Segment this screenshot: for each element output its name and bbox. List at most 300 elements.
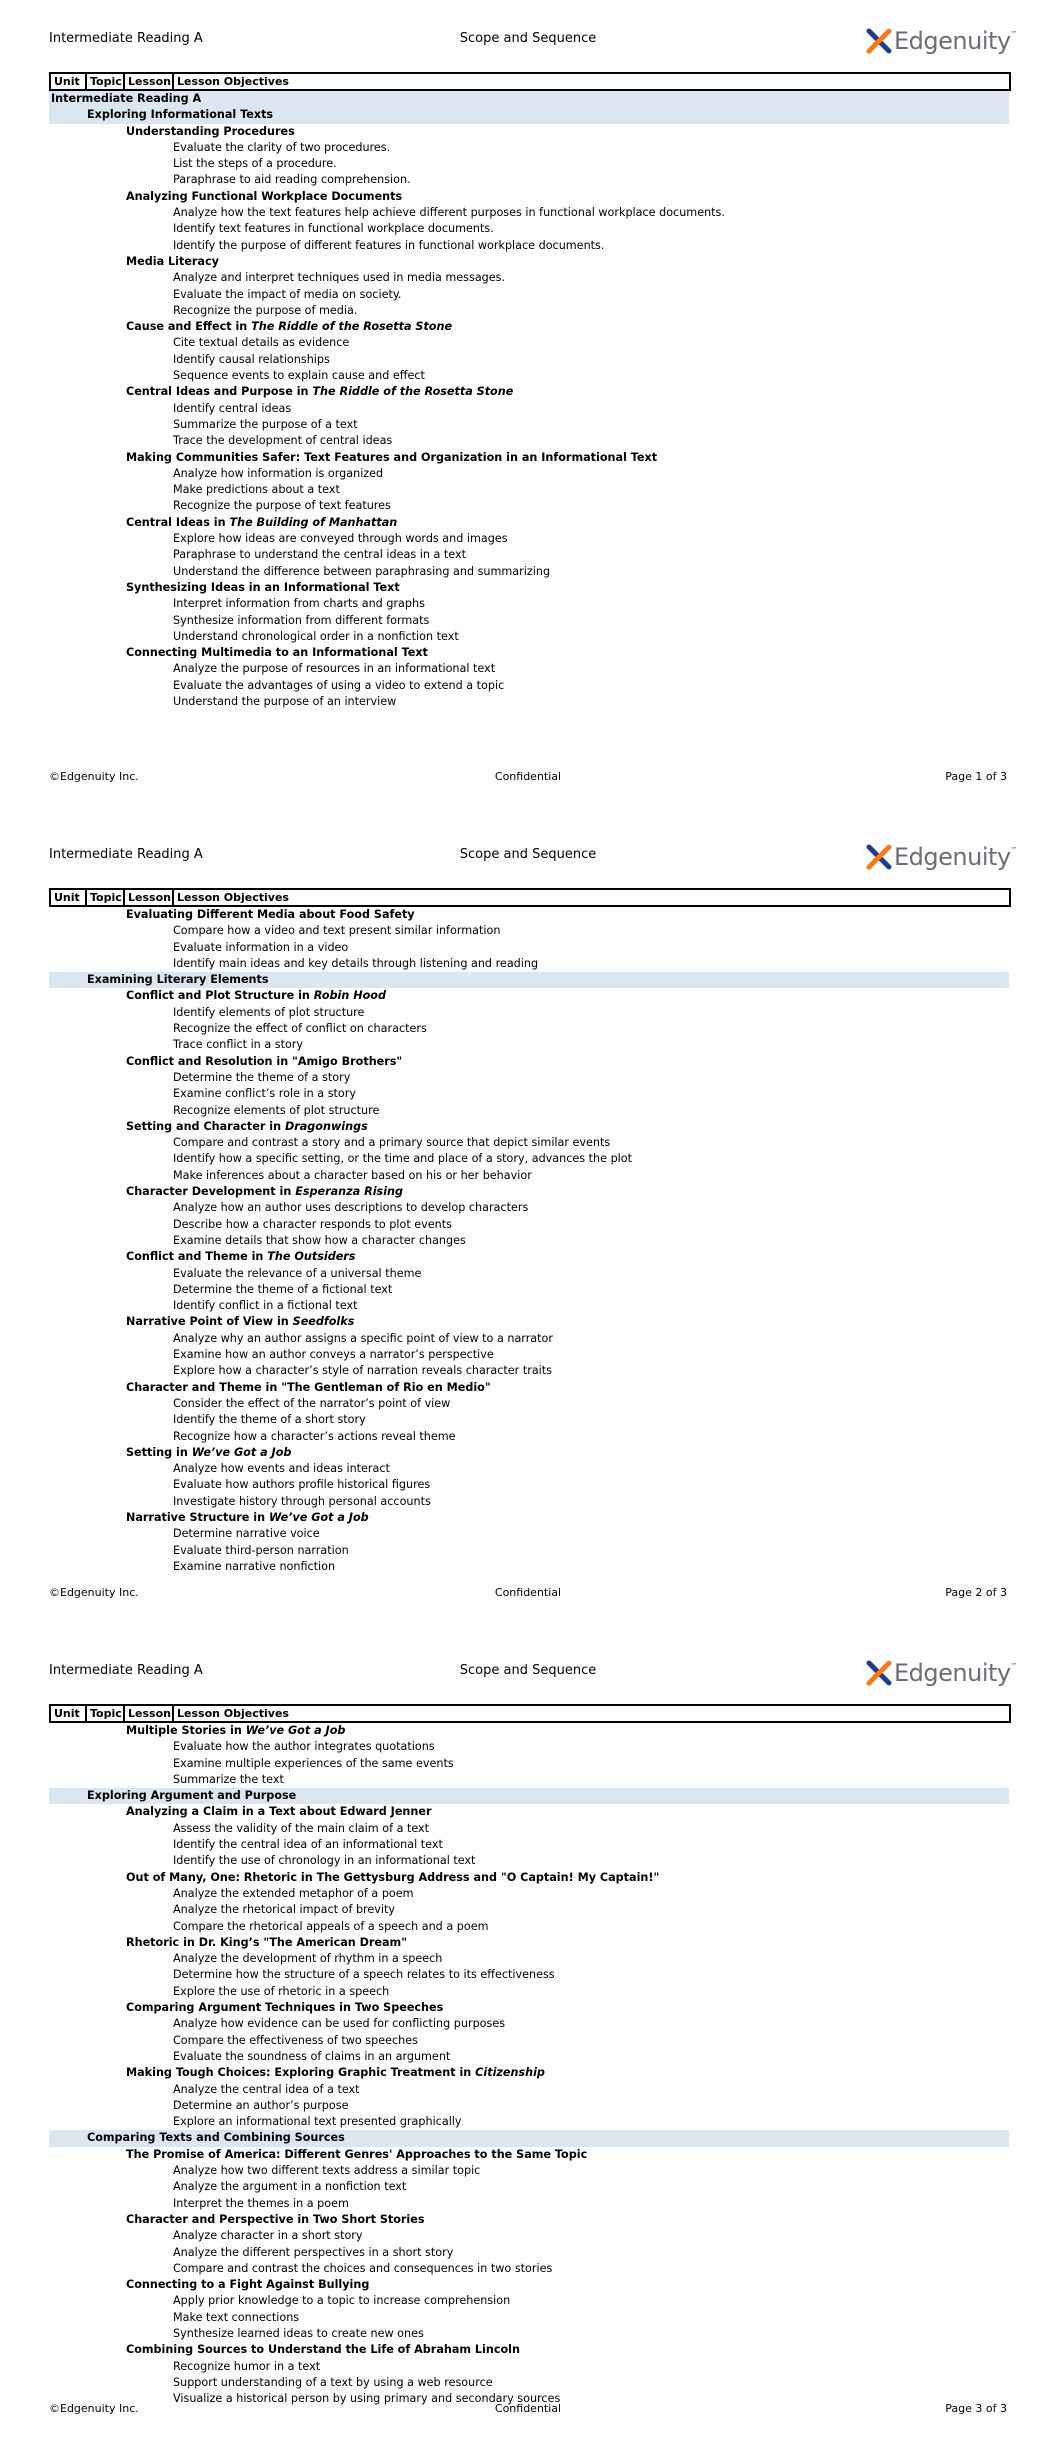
scope-sequence-rows bbox=[49, 91, 1009, 710]
objective-text: Evaluate the soundness of claims in an argument bbox=[173, 2049, 451, 2063]
objective-text: Evaluate the advantages of using a video to extend a topic bbox=[173, 678, 505, 692]
objective-text: Analyze why an author assigns a specific point of view to a narrator bbox=[173, 1331, 553, 1345]
objective-row bbox=[49, 1886, 1009, 1902]
objective-text: Examine how an author conveys a narrator’s perspective bbox=[173, 1348, 494, 1362]
objective-row bbox=[49, 335, 1009, 351]
lesson-row bbox=[49, 580, 1009, 596]
objective-text: Identify central ideas bbox=[173, 401, 292, 415]
objective-row bbox=[49, 401, 1009, 417]
work-title: We’ve Got a Job bbox=[268, 1510, 369, 1524]
objective-text: Analyze character in a short story bbox=[173, 2229, 363, 2243]
topic-row bbox=[49, 2130, 1009, 2146]
objective-text: Analyze the central idea of a text bbox=[173, 2082, 360, 2096]
objective-row bbox=[49, 287, 1009, 303]
objective-text: Sequence events to explain cause and effect bbox=[173, 369, 425, 383]
objective-text: Describe how a character responds to plot events bbox=[173, 1217, 452, 1231]
objective-row bbox=[49, 172, 1009, 188]
lesson-row bbox=[49, 2212, 1009, 2228]
objective-row bbox=[49, 417, 1009, 433]
objective-row bbox=[49, 1967, 1009, 1983]
objective-row bbox=[49, 1526, 1009, 1542]
footer-page-label: Page 1 of 3 bbox=[945, 770, 1007, 783]
unit-title: Intermediate Reading A bbox=[51, 92, 202, 105]
edgenuity-x-icon bbox=[866, 1660, 892, 1686]
objective-row bbox=[49, 1821, 1009, 1837]
objective-text: Determine an author’s purpose bbox=[173, 2098, 349, 2112]
column-header-topic: Topic bbox=[87, 1706, 125, 1721]
column-header-row bbox=[49, 1704, 1011, 1723]
objective-row bbox=[49, 2359, 1009, 2375]
objective-row bbox=[49, 1282, 1009, 1298]
objective-text: Synthesize information from different formats bbox=[173, 613, 430, 627]
column-header-lesson: Lesson bbox=[125, 1706, 174, 1721]
lesson-title: Comparing Argument Techniques in Two Speeches bbox=[126, 2001, 444, 2015]
objective-row bbox=[49, 498, 1009, 514]
document-title: Intermediate Reading A bbox=[49, 847, 203, 862]
objective-text: Support understanding of a text by using a web resource bbox=[173, 2375, 493, 2389]
edgenuity-logo bbox=[866, 840, 1018, 874]
objective-row bbox=[49, 1919, 1009, 1935]
trademark-mark: ™ bbox=[1010, 30, 1018, 38]
objective-row bbox=[49, 2033, 1009, 2049]
objective-text: Apply prior knowledge to a topic to increase comprehension bbox=[173, 2294, 511, 2308]
objective-row bbox=[49, 2293, 1009, 2309]
objective-row bbox=[49, 1477, 1009, 1493]
objective-text: Analyze and interpret techniques used in media messages. bbox=[173, 271, 506, 285]
objective-row bbox=[49, 1772, 1009, 1788]
objective-text: Identify the purpose of different features in functional workplace documents. bbox=[173, 238, 605, 252]
objective-text: Identify text features in functional workplace documents. bbox=[173, 222, 494, 236]
objective-row bbox=[49, 1853, 1009, 1869]
objective-row bbox=[49, 694, 1009, 710]
logo-wordmark: Edgenuity bbox=[894, 27, 1011, 55]
objective-text: Interpret information from charts and graphs bbox=[173, 597, 425, 611]
objective-row bbox=[49, 1086, 1009, 1102]
objective-text: Evaluate how the author integrates quotations bbox=[173, 1740, 435, 1754]
objective-text: Consider the effect of the narrator’s point of view bbox=[173, 1396, 451, 1410]
work-title: The Riddle of the Rosetta Stone bbox=[251, 320, 453, 334]
lesson-row bbox=[49, 645, 1009, 661]
lesson-row bbox=[49, 319, 1009, 335]
section-title: Scope and Sequence bbox=[459, 31, 597, 46]
edgenuity-logo bbox=[866, 1656, 1018, 1690]
objective-text: Determine how the structure of a speech relates to its effectiveness bbox=[173, 1968, 555, 1982]
lesson-title: Combining Sources to Understand the Life of Abraham Lincoln bbox=[126, 2343, 520, 2357]
lesson-row bbox=[49, 1804, 1009, 1820]
lesson-row bbox=[49, 1723, 1009, 1739]
lesson-title: Connecting to a Fight Against Bullying bbox=[126, 2278, 370, 2292]
objective-row bbox=[49, 956, 1009, 972]
objective-row bbox=[49, 1021, 1009, 1037]
scope-sequence-rows bbox=[49, 1723, 1009, 2407]
lesson-row bbox=[49, 907, 1009, 923]
lesson-row bbox=[49, 124, 1009, 140]
document-page bbox=[0, 0, 1056, 816]
objective-text: Paraphrase to understand the central ideas in a text bbox=[173, 548, 466, 562]
footer-confidential: Confidential bbox=[494, 770, 562, 783]
lesson-title: Character Development in bbox=[126, 1185, 296, 1199]
objective-row bbox=[49, 1543, 1009, 1559]
lesson-row bbox=[49, 1054, 1009, 1070]
lesson-title: Character and Perspective in Two Short Stories bbox=[126, 2212, 425, 2226]
objective-row bbox=[49, 1347, 1009, 1363]
objective-text: Recognize the effect of conflict on characters bbox=[173, 1022, 427, 1036]
column-header-objectives: Lesson Objectives bbox=[177, 891, 289, 904]
lesson-title: Setting and Character in bbox=[126, 1119, 285, 1133]
objective-text: Understand chronological order in a nonfiction text bbox=[173, 629, 459, 643]
objective-row bbox=[49, 1559, 1009, 1575]
objective-text: Analyze the purpose of resources in an informational text bbox=[173, 662, 496, 676]
edgenuity-x-icon bbox=[866, 844, 892, 870]
objective-row bbox=[49, 303, 1009, 319]
lesson-title: Synthesizing Ideas in an Informational Text bbox=[126, 580, 400, 594]
objective-text: Analyze the extended metaphor of a poem bbox=[173, 1886, 414, 1900]
objective-row bbox=[49, 1902, 1009, 1918]
lesson-row bbox=[49, 1119, 1009, 1135]
objective-text: Trace conflict in a story bbox=[173, 1038, 304, 1052]
footer-page-label: Page 2 of 3 bbox=[945, 1586, 1007, 1599]
objective-text: Make inferences about a character based on his or her behavior bbox=[173, 1168, 532, 1182]
objective-text: Explore the use of rhetoric in a speech bbox=[173, 1984, 390, 1998]
objective-row bbox=[49, 678, 1009, 694]
objective-row bbox=[49, 466, 1009, 482]
objective-row bbox=[49, 1756, 1009, 1772]
work-title: Esperanza Rising bbox=[295, 1185, 404, 1199]
objective-row bbox=[49, 1363, 1009, 1379]
lesson-row bbox=[49, 1380, 1009, 1396]
objective-text: Analyze the development of rhythm in a speech bbox=[173, 1952, 443, 1966]
objective-row bbox=[49, 1200, 1009, 1216]
objective-text: Identify the theme of a short story bbox=[173, 1413, 366, 1427]
objective-row bbox=[49, 368, 1009, 384]
lesson-title: Making Communities Safer: Text Features and Organization in an Informational Text bbox=[126, 450, 658, 464]
objective-text: Recognize elements of plot structure bbox=[173, 1103, 380, 1117]
objective-row bbox=[49, 629, 1009, 645]
objective-row bbox=[49, 352, 1009, 368]
objective-row bbox=[49, 1005, 1009, 1021]
objective-row bbox=[49, 1984, 1009, 2000]
lesson-title: Central Ideas in bbox=[126, 515, 230, 529]
objective-text: Recognize humor in a text bbox=[173, 2359, 321, 2373]
objective-text: Investigate history through personal accounts bbox=[173, 1494, 431, 1508]
column-header-unit: Unit bbox=[51, 74, 87, 89]
objective-row bbox=[49, 1429, 1009, 1445]
lesson-title: Out of Many, One: Rhetoric in The Gettysburg Address and "O Captain! My Captain!" bbox=[126, 1870, 660, 1884]
lesson-title: Rhetoric in Dr. King’s "The American Dream" bbox=[126, 1935, 408, 1949]
objective-row bbox=[49, 2098, 1009, 2114]
objective-text: Identify the use of chronology in an informational text bbox=[173, 1854, 476, 1868]
objective-text: Recognize the purpose of media. bbox=[173, 303, 358, 317]
lesson-title: Narrative Point of View in bbox=[126, 1315, 293, 1329]
column-header-topic: Topic bbox=[87, 890, 125, 905]
objective-text: Paraphrase to aid reading comprehension. bbox=[173, 173, 411, 187]
objective-row bbox=[49, 596, 1009, 612]
objective-row bbox=[49, 1168, 1009, 1184]
objective-row bbox=[49, 270, 1009, 286]
lesson-title: Analyzing Functional Workplace Documents bbox=[126, 189, 403, 203]
lesson-row bbox=[49, 2000, 1009, 2016]
lesson-row bbox=[49, 988, 1009, 1004]
trademark-mark: ™ bbox=[1010, 846, 1018, 854]
objective-row bbox=[49, 156, 1009, 172]
objective-row bbox=[49, 923, 1009, 939]
lesson-title: Narrative Structure in bbox=[126, 1510, 269, 1524]
lesson-title: Cause and Effect in bbox=[126, 320, 252, 334]
lesson-row bbox=[49, 1184, 1009, 1200]
objective-row bbox=[49, 1135, 1009, 1151]
objective-row bbox=[49, 2114, 1009, 2130]
objective-row bbox=[49, 2228, 1009, 2244]
objective-text: Interpret the themes in a poem bbox=[173, 2196, 349, 2210]
lesson-title: The Promise of America: Different Genres' Approaches to the Same Topic bbox=[126, 2147, 588, 2161]
lesson-title: Making Tough Choices: Exploring Graphic Treatment in bbox=[126, 2066, 476, 2080]
objective-row bbox=[49, 564, 1009, 580]
section-title: Scope and Sequence bbox=[459, 847, 597, 862]
document-page bbox=[0, 816, 1056, 1632]
work-title: The Outsiders bbox=[267, 1250, 356, 1264]
topic-title: Examining Literary Elements bbox=[87, 973, 269, 987]
lesson-title: Character and Theme in "The Gentleman of Rio en Medio" bbox=[126, 1380, 491, 1394]
objective-text: Recognize the purpose of text features bbox=[173, 499, 391, 513]
objective-row bbox=[49, 1396, 1009, 1412]
objective-text: Identify the central idea of an informational text bbox=[173, 1838, 443, 1852]
topic-row bbox=[49, 1788, 1009, 1804]
lesson-row bbox=[49, 1445, 1009, 1461]
document-title: Intermediate Reading A bbox=[49, 31, 203, 46]
lesson-row bbox=[49, 1870, 1009, 1886]
objective-text: Identify conflict in a fictional text bbox=[173, 1299, 358, 1313]
lesson-title: Setting in bbox=[126, 1445, 192, 1459]
lesson-row bbox=[49, 254, 1009, 270]
lesson-row bbox=[49, 1249, 1009, 1265]
objective-row bbox=[49, 1739, 1009, 1755]
objective-row bbox=[49, 547, 1009, 563]
objective-row bbox=[49, 2179, 1009, 2195]
objective-text: Assess the validity of the main claim of a text bbox=[173, 1821, 430, 1835]
objective-text: Summarize the text bbox=[173, 1772, 284, 1786]
column-header-topic: Topic bbox=[87, 74, 125, 89]
objective-text: Analyze how events and ideas interact bbox=[173, 1462, 390, 1476]
objective-row bbox=[49, 2245, 1009, 2261]
lesson-title: Conflict and Theme in bbox=[126, 1250, 268, 1264]
objective-text: Evaluate third-person narration bbox=[173, 1543, 349, 1557]
lesson-title: Understanding Procedures bbox=[126, 124, 295, 138]
lesson-row bbox=[49, 515, 1009, 531]
footer-confidential: Confidential bbox=[494, 1586, 562, 1599]
unit-row bbox=[49, 91, 1009, 107]
objective-row bbox=[49, 2375, 1009, 2391]
work-title: Robin Hood bbox=[313, 989, 386, 1003]
objective-text: Analyze how an author uses descriptions to develop characters bbox=[173, 1201, 529, 1215]
objective-row bbox=[49, 613, 1009, 629]
logo-wordmark: Edgenuity bbox=[894, 843, 1011, 871]
objective-text: Make text connections bbox=[173, 2310, 300, 2324]
objective-row bbox=[49, 2016, 1009, 2032]
footer-copyright: ©Edgenuity Inc. bbox=[49, 1586, 139, 1599]
trademark-mark: ™ bbox=[1010, 1662, 1018, 1670]
lesson-title: Analyzing a Claim in a Text about Edward Jenner bbox=[126, 1805, 432, 1819]
objective-row bbox=[49, 1151, 1009, 1167]
objective-text: Identify elements of plot structure bbox=[173, 1005, 365, 1019]
objective-row bbox=[49, 140, 1009, 156]
topic-row bbox=[49, 972, 1009, 988]
objective-row bbox=[49, 1412, 1009, 1428]
topic-title: Comparing Texts and Combining Sources bbox=[87, 2131, 345, 2145]
objective-row bbox=[49, 221, 1009, 237]
document-title: Intermediate Reading A bbox=[49, 1663, 203, 1678]
objective-text: Identify how a specific setting, or the time and place of a story, advances the plot bbox=[173, 1152, 633, 1166]
topic-row bbox=[49, 107, 1009, 123]
objective-text: Explore an informational text presented graphically bbox=[173, 2115, 462, 2129]
objective-row bbox=[49, 2049, 1009, 2065]
objective-text: Cite textual details as evidence bbox=[173, 336, 350, 350]
work-title: Dragonwings bbox=[284, 1119, 368, 1133]
lesson-title: Connecting Multimedia to an Informational Text bbox=[126, 646, 428, 660]
objective-text: Examine multiple experiences of the same events bbox=[173, 1756, 454, 1770]
lesson-row bbox=[49, 1935, 1009, 1951]
column-header-objectives: Lesson Objectives bbox=[177, 1707, 289, 1720]
lesson-row bbox=[49, 384, 1009, 400]
objective-row bbox=[49, 1070, 1009, 1086]
objective-row bbox=[49, 1461, 1009, 1477]
objective-row bbox=[49, 1837, 1009, 1853]
objective-row bbox=[49, 2326, 1009, 2342]
objective-row bbox=[49, 1103, 1009, 1119]
objective-text: Make predictions about a text bbox=[173, 483, 340, 497]
lesson-row bbox=[49, 2147, 1009, 2163]
column-header-objectives: Lesson Objectives bbox=[177, 75, 289, 88]
objective-row bbox=[49, 1266, 1009, 1282]
objective-text: Analyze the rhetorical impact of brevity bbox=[173, 1903, 396, 1917]
objective-text: Examine conflict’s role in a story bbox=[173, 1087, 356, 1101]
lesson-title: Multiple Stories in bbox=[126, 1724, 246, 1737]
objective-text: Determine narrative voice bbox=[173, 1527, 320, 1541]
objective-text: Analyze how the text features help achieve different purposes in functional workplace documents. bbox=[173, 206, 725, 220]
column-header-unit: Unit bbox=[51, 890, 87, 905]
objective-text: Evaluate information in a video bbox=[173, 940, 349, 954]
objective-text: Compare the rhetorical appeals of a speech and a poem bbox=[173, 1919, 489, 1933]
lesson-row bbox=[49, 2277, 1009, 2293]
objective-text: Determine the theme of a story bbox=[173, 1070, 351, 1084]
scope-sequence-rows bbox=[49, 907, 1009, 1575]
objective-text: Recognize how a character’s actions reveal theme bbox=[173, 1429, 456, 1443]
edgenuity-logo bbox=[866, 24, 1018, 58]
work-title: Seedfolks bbox=[292, 1315, 355, 1329]
objective-text: List the steps of a procedure. bbox=[173, 157, 337, 171]
objective-text: Evaluate how authors profile historical figures bbox=[173, 1478, 431, 1492]
objective-text: Evaluate the relevance of a universal theme bbox=[173, 1266, 422, 1280]
topic-title: Exploring Argument and Purpose bbox=[87, 1789, 297, 1803]
objective-row bbox=[49, 482, 1009, 498]
footer-page-label: Page 3 of 3 bbox=[945, 2402, 1007, 2415]
objective-row bbox=[49, 433, 1009, 449]
column-header-row bbox=[49, 888, 1011, 907]
objective-text: Visualize a historical person by using primary and secondary sources bbox=[173, 2392, 561, 2406]
objective-row bbox=[49, 2261, 1009, 2277]
objective-row bbox=[49, 205, 1009, 221]
objective-row bbox=[49, 2082, 1009, 2098]
objective-text: Analyze how information is organized bbox=[173, 466, 384, 480]
objective-text: Synthesize learned ideas to create new ones bbox=[173, 2326, 424, 2340]
objective-row bbox=[49, 1233, 1009, 1249]
objective-text: Compare the effectiveness of two speeches bbox=[173, 2033, 418, 2047]
lesson-title: Conflict and Resolution in "Amigo Brothers" bbox=[126, 1054, 403, 1068]
objective-text: Explore how a character’s style of narration reveals character traits bbox=[173, 1364, 552, 1378]
objective-text: Analyze the different perspectives in a short story bbox=[173, 2245, 454, 2259]
objective-row bbox=[49, 661, 1009, 677]
objective-row bbox=[49, 1217, 1009, 1233]
objective-row bbox=[49, 1331, 1009, 1347]
lesson-row bbox=[49, 450, 1009, 466]
objective-text: Compare and contrast the choices and consequences in two stories bbox=[173, 2261, 553, 2275]
edgenuity-x-icon bbox=[866, 28, 892, 54]
lesson-row bbox=[49, 1510, 1009, 1526]
footer-copyright: ©Edgenuity Inc. bbox=[49, 770, 139, 783]
work-title: The Building of Manhattan bbox=[229, 515, 398, 529]
objective-row bbox=[49, 2196, 1009, 2212]
objective-text: Analyze the argument in a nonfiction text bbox=[173, 2180, 407, 2194]
lesson-title: Media Literacy bbox=[126, 254, 219, 268]
objective-text: Examine narrative nonfiction bbox=[173, 1559, 336, 1573]
objective-row bbox=[49, 1494, 1009, 1510]
objective-text: Understand the difference between paraphrasing and summarizing bbox=[173, 564, 551, 578]
work-title: Citizenship bbox=[475, 2066, 545, 2080]
objective-row bbox=[49, 1298, 1009, 1314]
lesson-row bbox=[49, 2065, 1009, 2081]
objective-row bbox=[49, 2163, 1009, 2179]
lesson-row bbox=[49, 189, 1009, 205]
column-header-unit: Unit bbox=[51, 1706, 87, 1721]
objective-text: Analyze how evidence can be used for conflicting purposes bbox=[173, 2017, 506, 2031]
objective-text: Analyze how two different texts address a similar topic bbox=[173, 2164, 481, 2178]
lesson-title: Conflict and Plot Structure in bbox=[126, 989, 314, 1003]
objective-text: Examine details that show how a character changes bbox=[173, 1233, 466, 1247]
column-header-lesson: Lesson bbox=[125, 890, 174, 905]
objective-text: Summarize the purpose of a text bbox=[173, 417, 358, 431]
objective-row bbox=[49, 2310, 1009, 2326]
objective-text: Evaluate the clarity of two procedures. bbox=[173, 140, 391, 154]
objective-text: Determine the theme of a fictional text bbox=[173, 1282, 393, 1296]
footer-copyright: ©Edgenuity Inc. bbox=[49, 2402, 139, 2415]
work-title: We’ve Got a Job bbox=[191, 1445, 292, 1459]
column-header-row bbox=[49, 72, 1011, 91]
footer-confidential: Confidential bbox=[494, 2402, 562, 2415]
objective-text: Identify causal relationships bbox=[173, 352, 330, 366]
objective-text: Compare how a video and text present similar information bbox=[173, 924, 501, 938]
lesson-row bbox=[49, 2342, 1009, 2358]
objective-text: Compare and contrast a story and a primary source that depict similar events bbox=[173, 1136, 611, 1150]
column-header-lesson: Lesson bbox=[125, 74, 174, 89]
objective-row bbox=[49, 940, 1009, 956]
objective-text: Identify main ideas and key details through listening and reading bbox=[173, 956, 539, 970]
lesson-title: Central Ideas and Purpose in bbox=[126, 385, 313, 399]
document-page bbox=[0, 1632, 1056, 2448]
section-title: Scope and Sequence bbox=[459, 1663, 597, 1678]
objective-text: Trace the development of central ideas bbox=[173, 434, 393, 448]
objective-row bbox=[49, 531, 1009, 547]
objective-text: Evaluate the impact of media on society. bbox=[173, 287, 402, 301]
topic-title: Exploring Informational Texts bbox=[87, 108, 274, 122]
objective-row bbox=[49, 238, 1009, 254]
objective-row bbox=[49, 1037, 1009, 1053]
lesson-row bbox=[49, 1314, 1009, 1330]
work-title: We’ve Got a Job bbox=[245, 1724, 346, 1737]
objective-text: Explore how ideas are conveyed through words and images bbox=[173, 532, 508, 546]
lesson-title: Evaluating Different Media about Food Safety bbox=[126, 908, 415, 921]
objective-text: Understand the purpose of an interview bbox=[173, 694, 397, 708]
work-title: The Riddle of the Rosetta Stone bbox=[312, 385, 514, 399]
objective-row bbox=[49, 1951, 1009, 1967]
